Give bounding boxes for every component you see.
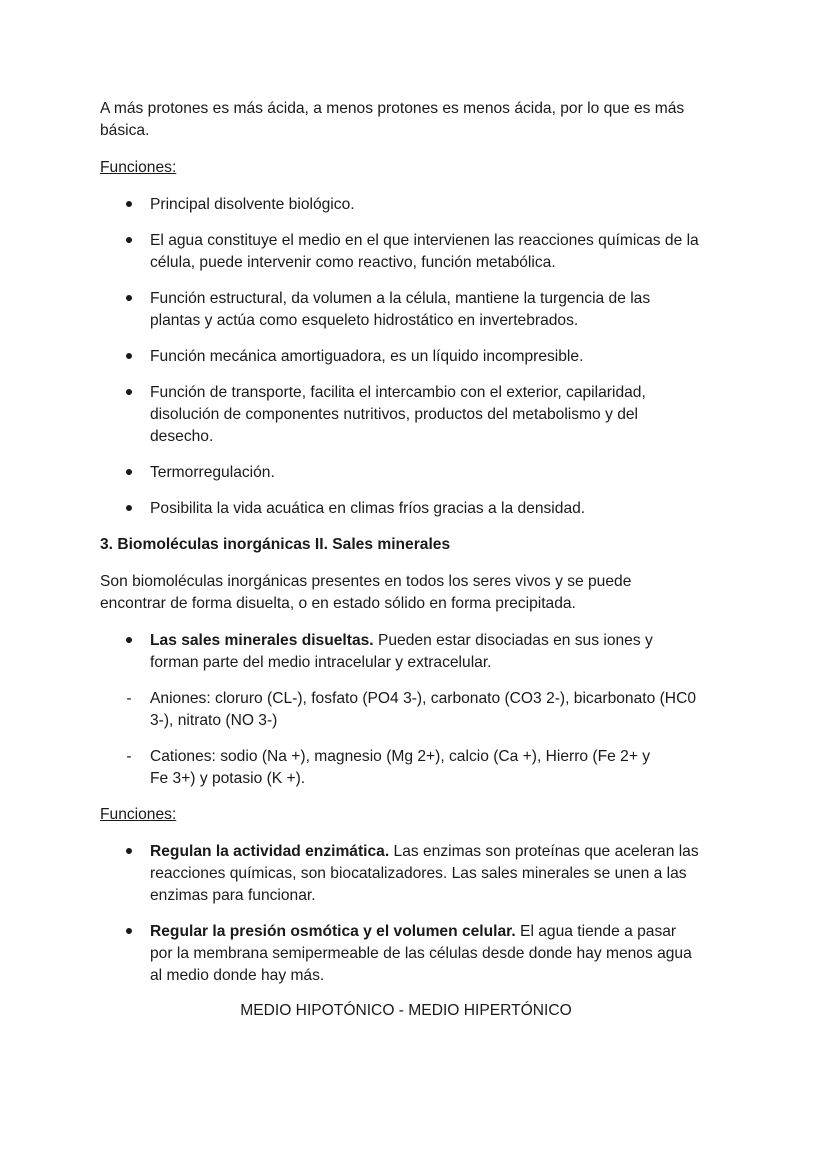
- list-item: Función de transporte, facilita el intercambio con el exterior, capilaridad, disolución de componentes nutritivos, productos del metabolismo y del desecho.: [100, 382, 700, 448]
- bullet-icon: [122, 921, 136, 943]
- salts-list: [100, 630, 700, 790]
- list-item: Posibilita la vida acuática en climas fríos gracias a la densidad.: [100, 498, 700, 520]
- list-item: Principal disolvente biológico.: [100, 194, 700, 216]
- list-item: Regular la presión osmótica y el volumen celular. El agua tiende a pasar por la membrana semipermeable de las células desde donde hay menos agua al medio donde hay más.: [100, 921, 728, 987]
- bullet-icon: [122, 346, 136, 368]
- list-item: Termorregulación.: [100, 462, 700, 484]
- document-page: [100, 98, 740, 1022]
- water-functions-list: [100, 194, 700, 520]
- list-item: Función estructural, da volumen a la célula, mantiene la turgencia de las plantas y actúa como esqueleto hidrostático en invertebrados.: [100, 288, 700, 332]
- salts-functions-list: [100, 841, 728, 987]
- section-intro: Son biomoléculas inorgánicas presentes en todos los seres vivos y se puede encontrar de forma disuelta, o en estado sólido en forma precipitada.: [100, 573, 632, 612]
- salts-functions-heading: Funciones:: [100, 806, 177, 823]
- water-functions-heading: Funciones:: [100, 159, 177, 176]
- list-item: Regulan la actividad enzimática. Las enzimas son proteínas que aceleran las reacciones químicas, son biocatalizadores. Las sales minerales se unen a las enzimas para funcionar.: [100, 841, 728, 907]
- section-title: 3. Biomoléculas inorgánicas II. Sales minerales: [100, 536, 451, 553]
- list-item: - Cationes: sodio (Na +), magnesio (Mg 2+), calcio (Ca +), Hierro (Fe 2+ y Fe 3+) y potasio (K +).: [100, 746, 700, 790]
- bullet-icon: [122, 230, 136, 252]
- bullet-icon: [122, 288, 136, 310]
- bullet-icon: [122, 630, 136, 652]
- bullet-icon: [122, 498, 136, 520]
- bullet-icon: [122, 841, 136, 863]
- bullet-icon: [122, 194, 136, 216]
- list-item: - Aniones: cloruro (CL-), fosfato (PO4 3-), carbonato (CO3 2-), bicarbonato (HC0 3-), nitrato (NO 3-): [100, 688, 700, 732]
- list-item: Las sales minerales disueltas. Pueden estar disociadas en sus iones y forman parte del medio intracelular y extracelular.: [100, 630, 700, 674]
- dash-icon: -: [126, 748, 132, 765]
- bullet-icon: [122, 382, 136, 404]
- list-item: El agua constituye el medio en el que intervienen las reacciones químicas de la célula, puede intervenir como reactivo, función metabólica.: [100, 230, 700, 274]
- list-item: Función mecánica amortiguadora, es un líquido incompresible.: [100, 346, 700, 368]
- bullet-icon: [122, 462, 136, 484]
- intro-paragraph: A más protones es más ácida, a menos protones es menos ácida, por lo que es más básica.: [100, 100, 685, 139]
- caption: MEDIO HIPOTÓNICO - MEDIO HIPERTÓNICO: [240, 1002, 572, 1019]
- dash-icon: -: [126, 690, 132, 707]
